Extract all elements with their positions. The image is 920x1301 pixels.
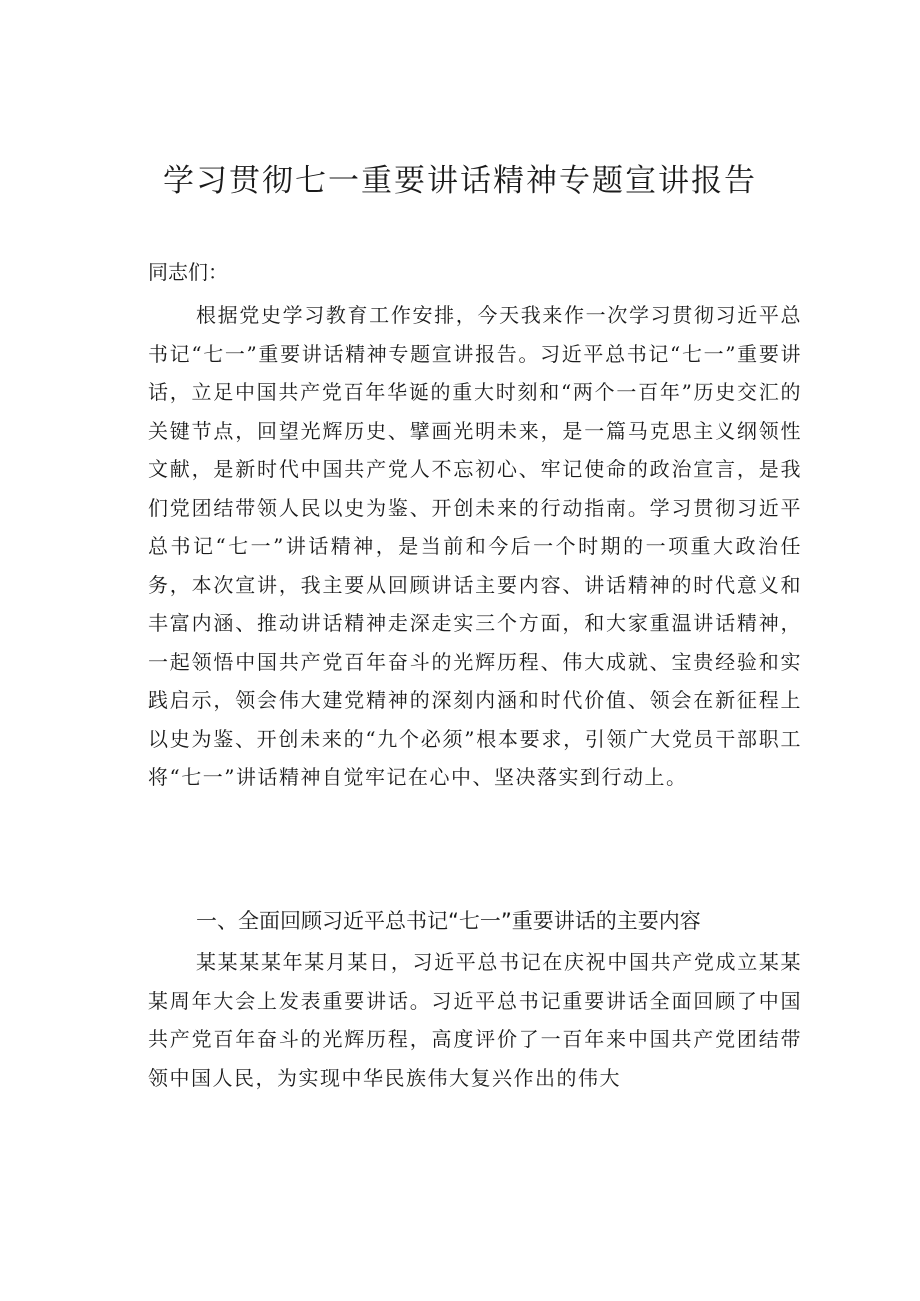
document-title: 学习贯彻七一重要讲话精神专题宣讲报告	[163, 163, 757, 199]
paragraph-section-1: 某某某某年某月某日，习近平总书记在庆祝中国共产党成立某某某周年大会上发表重要讲话。习近平总书记重要讲话全面回顾了中国共产党百年奋斗的光辉历程，高度评价了一百年来中国共产党团结带领中国人民，为实现中华民族伟大复兴作出的伟大	[148, 950, 802, 1090]
salutation: 同志们：	[148, 260, 228, 284]
section-heading-1: 一、全面回顾习近平总书记“七一”重要讲话的主要内容	[196, 909, 701, 933]
paragraph-intro: 根据党史学习教育工作安排，今天我来作一次学习贯彻习近平总书记“七一”重要讲话精神专题宣讲报告。习近平总书记“七一”重要讲话，立足中国共产党百年华诞的重大时刻和“两个一百年”历史交汇的关键节点，回望光辉历史、擘画光明未来，是一篇马克思主义纲领性文献，是新时代中国共产党人不忘初心、牢记使命的政治宣言，是我们党团结带领人民以史为鉴、开创未来的行动指南。学习贯彻习近平总书记“七一”讲话精神，是当前和今后一个时期的一项重大政治任务，本次宣讲，我主要从回顾讲话主要内容、讲话精神的时代意义和丰富内涵、推动讲话精神走深走实三个方面，和大家重温讲话精神，一起领悟中国共产党百年奋斗的光辉历程、伟大成就、宝贵经验和实践启示，领会伟大建党精神的深刻内涵和时代价值、领会在新征程上以史为鉴、开创未来的“九个必须”根本要求，引领广大党员干部职工将“七一”讲话精神自觉牢记在心中、坚决落实到行动上。	[148, 303, 802, 789]
